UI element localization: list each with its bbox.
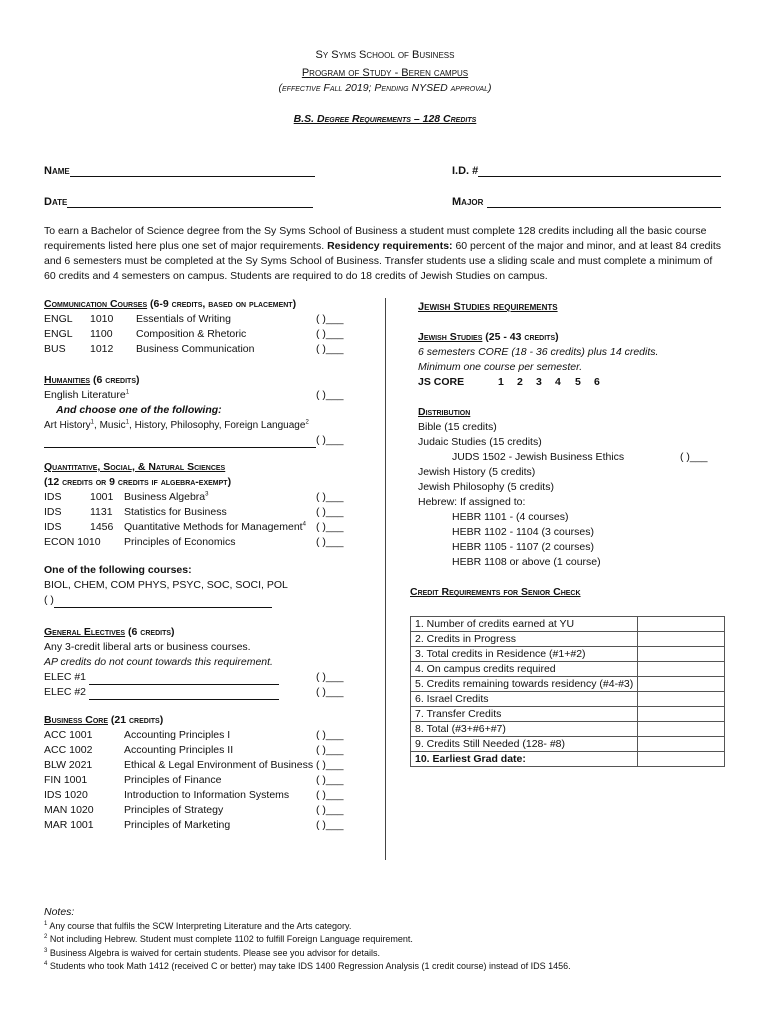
credit-blank[interactable]: ( )___ — [316, 744, 344, 756]
row-label: 2. Credits in Progress — [411, 632, 638, 647]
distribution-item: Hebrew: If assigned to: — [418, 496, 526, 508]
course-row — [44, 743, 374, 758]
humanities-choice-line[interactable] — [44, 436, 316, 448]
row-value-cell[interactable] — [638, 722, 725, 737]
table-row — [411, 707, 725, 722]
name-field[interactable] — [44, 164, 315, 177]
one-of-list: BIOL, CHEM, COM PHYS, PSYC, SOC, SOCI, POL — [44, 579, 288, 591]
juds-course: JUDS 1502 - Jewish Business Ethics — [452, 451, 625, 463]
course-title: Business Algebra — [124, 491, 206, 503]
credit-blank[interactable]: ( )___ — [316, 686, 344, 698]
course-num: 1001 — [90, 491, 114, 503]
credit-blank[interactable]: ( )___ — [316, 434, 344, 446]
table-row — [411, 677, 725, 692]
intro-paragraph — [44, 224, 724, 284]
elec1-label: ELEC #1 — [44, 671, 87, 683]
choose-label: And choose one of the following: — [56, 404, 222, 416]
humanities-options-end: , History, Philosophy, Foreign Language — [129, 420, 306, 431]
note-text: Business Algebra is waived for certain students. Please see you advisor for details. — [47, 947, 381, 958]
course-dept: IDS — [44, 521, 62, 533]
semester-6[interactable]: 6 — [594, 376, 600, 388]
senior-check-table — [410, 616, 725, 767]
communication-section — [44, 297, 374, 357]
senior-check-heading: Credit Requirements for Senior Check — [410, 586, 581, 598]
english-literature: English Literature — [44, 389, 126, 401]
row-value-cell[interactable] — [638, 632, 725, 647]
credit-blank[interactable]: ( )___ — [680, 451, 708, 463]
footnote-ref: 1 — [44, 920, 48, 927]
course-row — [44, 490, 374, 505]
course-code: BLW 2021 — [44, 759, 93, 771]
humanities-options-mid: , Music — [94, 420, 126, 431]
name-label: Name — [44, 165, 70, 177]
row-value-cell[interactable] — [638, 662, 725, 677]
humanities-note: (6 credits) — [93, 374, 140, 386]
course-dept: ENGL — [44, 328, 73, 340]
course-code: ACC 1002 — [44, 744, 93, 756]
intro-text-1: To earn a Bachelor of Science degree from the Sy Syms School of Business a student must complete 128 credits including all the basic course requirements listed here plus one set of major requirements. — [44, 225, 707, 252]
footnote-ref: 3 — [205, 491, 209, 498]
id-input-line[interactable] — [478, 164, 721, 177]
credit-blank[interactable]: ( )___ — [316, 789, 344, 801]
credit-blank[interactable]: ( )___ — [316, 491, 344, 503]
distribution-item: Bible (15 credits) — [418, 421, 497, 433]
course-num: 1012 — [90, 343, 114, 355]
notes-section — [44, 906, 571, 974]
semester-3[interactable]: 3 — [536, 376, 542, 388]
course-row — [44, 773, 374, 788]
credit-blank[interactable]: ( )___ — [316, 313, 344, 325]
major-input-line[interactable] — [487, 195, 721, 208]
credit-blank[interactable]: ( )___ — [316, 506, 344, 518]
credit-blank[interactable]: ( )___ — [316, 328, 344, 340]
footnote-ref: 2 — [44, 934, 48, 940]
quantitative-heading: Quantitative, Social, & Natural Sciences — [44, 461, 226, 473]
course-title: Composition & Rhetoric — [136, 328, 247, 340]
course-title: Principles of Economics — [124, 536, 236, 548]
semester-2[interactable]: 2 — [517, 376, 523, 388]
course-row — [44, 788, 374, 803]
credit-blank[interactable]: ( )___ — [316, 729, 344, 741]
semester-5[interactable]: 5 — [575, 376, 581, 388]
communication-heading: Communication Courses — [44, 298, 148, 310]
hebrew-item: HEBR 1101 - (4 courses) — [452, 511, 569, 523]
distribution-item: Jewish Philosophy (5 credits) — [418, 481, 554, 493]
course-dept: BUS — [44, 343, 66, 355]
credit-blank[interactable]: ( )___ — [316, 774, 344, 786]
credit-blank[interactable]: ( )___ — [316, 819, 344, 831]
min-line: Minimum one course per semester. — [418, 361, 583, 373]
credit-blank[interactable]: ( )___ — [316, 536, 344, 548]
one-of-label: One of the following courses: — [44, 564, 192, 576]
electives-note: (6 credits) — [128, 626, 175, 638]
humanities-heading: Humanities — [44, 374, 91, 386]
distribution-item: Judaic Studies (15 credits) — [418, 436, 542, 448]
course-row — [44, 535, 374, 550]
course-title: Quantitative Methods for Management — [124, 521, 303, 533]
elec2-line[interactable] — [89, 688, 279, 700]
course-dept: IDS — [44, 491, 62, 503]
semester-1[interactable]: 1 — [498, 376, 504, 388]
table-row — [411, 737, 725, 752]
row-label: 6. Israel Credits — [411, 692, 638, 707]
degree-title: B.S. Degree Requirements – 128 Credits — [293, 113, 477, 125]
quantitative-section — [44, 460, 374, 608]
elec2-label: ELEC #2 — [44, 686, 87, 698]
course-code: MAN 1020 — [44, 804, 94, 816]
business-core-section — [44, 713, 374, 833]
course-num: 1010 — [90, 313, 114, 325]
intro-text-2: 60 percent of the major and minor, and at least 84 credits and 6 semesters must be completed at the Sy Syms School of Business. Transfer students use a sliding scale and must complete a minimum of 60 credits and 4 semesters on campus. Students are required to do 18 credits of Jewish Studies on campus. — [44, 240, 722, 282]
humanities-options: Art History — [44, 420, 91, 431]
footnote-ref: 4 — [44, 961, 48, 967]
course-code: MAR 1001 — [44, 819, 94, 831]
major-field[interactable] — [452, 195, 721, 208]
residency-label: Residency requirements: — [327, 240, 453, 252]
row-value-cell[interactable] — [638, 752, 725, 767]
course-num: 1131 — [90, 506, 113, 518]
hebrew-item: HEBR 1108 or above (1 course) — [452, 556, 601, 568]
hebrew-item: HEBR 1102 - 1104 (3 courses) — [452, 526, 595, 538]
electives-heading: General Electives — [44, 626, 126, 638]
course-code: IDS 1020 — [44, 789, 88, 801]
core-heading: Business Core — [44, 714, 108, 726]
notes-title: Notes: — [44, 906, 75, 918]
table-row — [411, 617, 725, 632]
row-label: 7. Transfer Credits — [411, 707, 638, 722]
row-value-cell[interactable] — [638, 647, 725, 662]
course-row — [44, 520, 374, 535]
credit-blank[interactable]: ( )___ — [316, 343, 344, 355]
course-dept: IDS — [44, 506, 62, 518]
credit-blank[interactable]: ( )___ — [316, 389, 344, 401]
course-title: Statistics for Business — [124, 506, 227, 518]
credit-blank[interactable]: ( )___ — [316, 521, 344, 533]
note-text: Not including Hebrew. Student must complete 1102 to fulfill Foreign Language requirement. — [47, 934, 413, 944]
elec1-line[interactable] — [89, 673, 279, 685]
table-row — [411, 752, 725, 767]
table-row — [411, 632, 725, 647]
course-row — [44, 728, 374, 743]
core-note: (21 credits) — [110, 714, 164, 726]
footnote-ref: 2 — [305, 419, 309, 426]
row-label: 3. Total credits in Residence (#1+#2) — [411, 647, 638, 662]
note-text: Any course that fulfils the SCW Interpreting Literature and the Arts category. — [47, 920, 352, 931]
electives-section — [44, 625, 374, 700]
course-title: Accounting Principles I — [124, 729, 231, 741]
row-value-cell[interactable] — [638, 692, 725, 707]
course-row — [44, 818, 374, 833]
course-row — [44, 342, 374, 357]
name-input-line[interactable] — [70, 164, 315, 177]
row-label: 5. Credits remaining towards residency (#4-#3) — [411, 677, 638, 692]
credit-blank[interactable]: ( ) — [44, 594, 54, 606]
course-row — [44, 312, 374, 327]
note-item — [44, 933, 571, 947]
note-item — [44, 960, 571, 974]
course-title: Accounting Principles II — [124, 744, 234, 756]
humanities-section — [44, 373, 374, 448]
distribution-heading: Distribution — [418, 406, 471, 418]
note-item — [44, 920, 571, 934]
quantitative-note: (12 credits or 9 credits if algebra-exempt) — [44, 476, 232, 488]
footnote-ref: 3 — [44, 947, 48, 954]
footnote-ref: 1 — [125, 419, 130, 426]
footnote-ref: 1 — [90, 419, 95, 426]
major-label: Major — [452, 196, 484, 208]
course-dept: ECON 1010 — [44, 536, 101, 548]
core-line: 6 semesters CORE (18 - 36 credits) plus 14 credits. — [418, 346, 659, 358]
date-label: Date — [44, 196, 68, 208]
one-of-choice-line[interactable] — [54, 596, 272, 608]
row-value-cell[interactable] — [638, 707, 725, 722]
course-num: 1100 — [90, 328, 113, 340]
course-title: Business Communication — [136, 343, 255, 355]
course-row — [44, 327, 374, 342]
course-code: ACC 1001 — [44, 729, 93, 741]
course-title: Principles of Strategy — [124, 804, 224, 816]
credit-blank[interactable]: ( )___ — [316, 804, 344, 816]
program-title: Program of Study - Beren campus — [301, 67, 469, 79]
id-field[interactable] — [452, 164, 721, 177]
course-code: FIN 1001 — [44, 774, 88, 786]
semester-4[interactable]: 4 — [555, 376, 561, 388]
hebrew-item: HEBR 1105 - 1107 (2 courses) — [452, 541, 595, 553]
js-core-label: JS CORE — [418, 376, 465, 388]
row-label: 10. Earliest Grad date: — [411, 752, 638, 767]
jewish-sub-heading: Jewish Studies — [418, 331, 483, 343]
distribution-item: Jewish History (5 credits) — [418, 466, 536, 478]
row-label: 8. Total (#3+#6+#7) — [411, 722, 638, 737]
row-value-cell[interactable] — [638, 737, 725, 752]
course-row — [44, 758, 374, 773]
course-title: Introduction to Information Systems — [124, 789, 290, 801]
jewish-heading: Jewish Studies requirements — [418, 301, 558, 313]
row-label: 1. Number of credits earned at YU — [411, 617, 638, 632]
course-num: 1456 — [90, 521, 114, 533]
course-title: Essentials of Writing — [136, 313, 231, 325]
note-item — [44, 947, 571, 961]
communication-note: (6-9 credits, based on placement) — [150, 298, 297, 310]
credit-blank[interactable]: ( )___ — [316, 671, 344, 683]
id-label: I.D. # — [452, 165, 479, 177]
electives-ap: AP credits do not count towards this requirement. — [44, 656, 273, 668]
footnote-ref: 1 — [125, 389, 130, 396]
row-label: 4. On campus credits required — [411, 662, 638, 677]
credit-blank[interactable]: ( )___ — [316, 759, 344, 771]
course-row — [44, 803, 374, 818]
row-value-cell[interactable] — [638, 617, 725, 632]
table-row — [411, 647, 725, 662]
school-title: Sy Syms School of Business — [315, 49, 455, 61]
electives-desc: Any 3-credit liberal arts or business courses. — [44, 641, 251, 653]
course-title: Principles of Finance — [124, 774, 222, 786]
date-field[interactable] — [44, 195, 313, 208]
table-row — [411, 662, 725, 677]
jewish-sub-note: (25 - 43 credits) — [485, 331, 559, 343]
table-row — [411, 722, 725, 737]
date-input-line[interactable] — [67, 195, 313, 208]
table-row — [411, 692, 725, 707]
row-value-cell[interactable] — [638, 677, 725, 692]
column-divider — [385, 298, 386, 860]
row-label: 9. Credits Still Needed (128- #8) — [411, 737, 638, 752]
course-title: Ethical & Legal Environment of Business — [124, 759, 314, 771]
jewish-studies-section — [418, 330, 738, 390]
course-row — [44, 505, 374, 520]
distribution-section — [418, 405, 738, 570]
course-dept: ENGL — [44, 313, 73, 325]
footnote-ref: 4 — [302, 521, 306, 528]
effective-note: (effective Fall 2019; Pending NYSED approval) — [278, 82, 492, 94]
note-text: Students who took Math 1412 (received C or better) may take IDS 1400 Regression Analysis (1 credit course) instead of IDS 1456. — [47, 961, 571, 971]
course-title: Principles of Marketing — [124, 819, 231, 831]
